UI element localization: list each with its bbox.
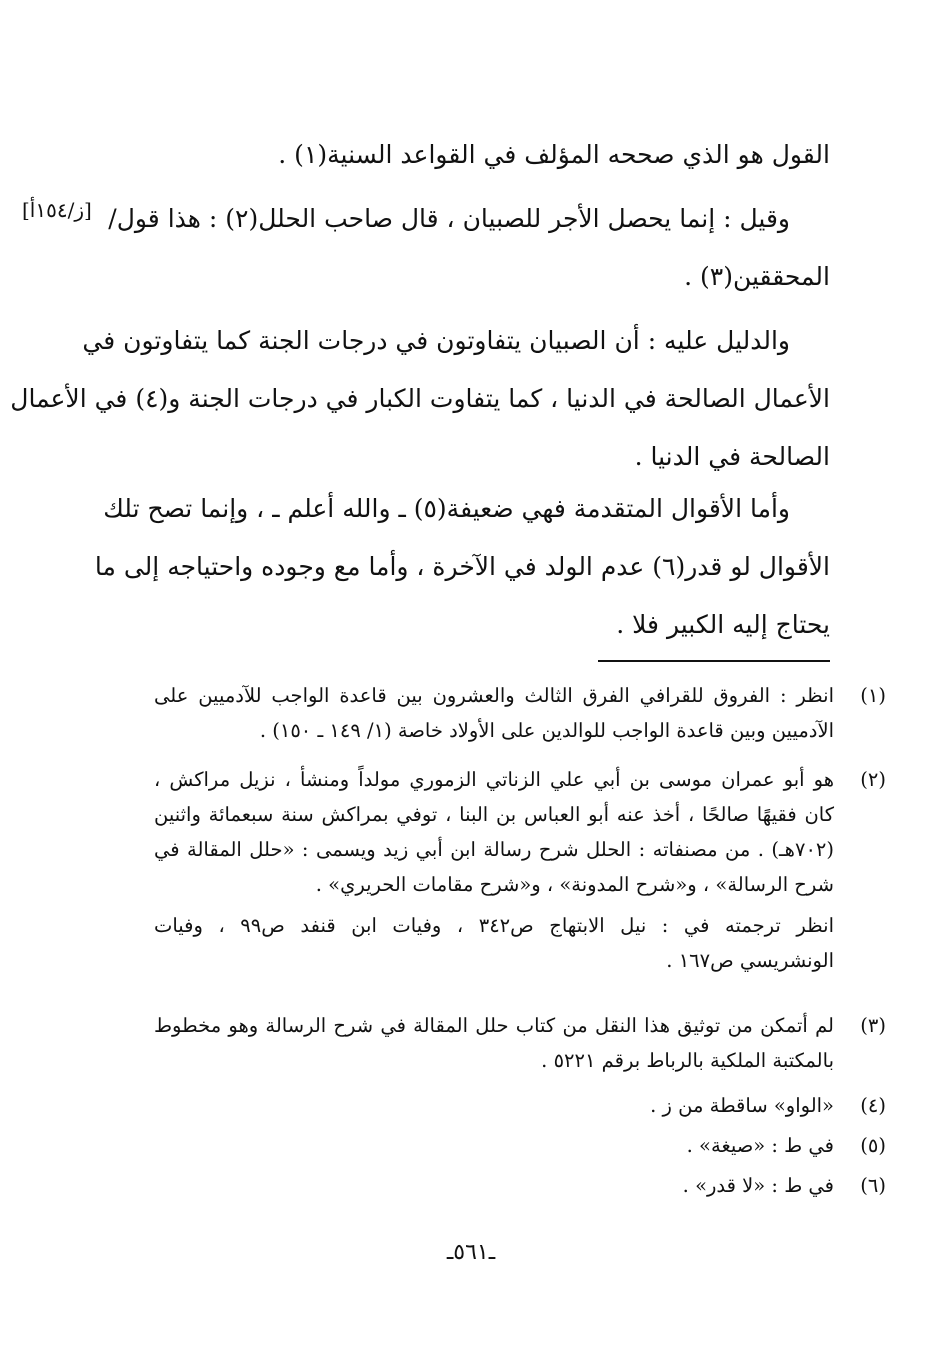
footnote-line: انظر ترجمته في : نيل الابتهاج ص٣٤٢ ، وفيات ابن قنفد ص٩٩ ، وفيات <box>154 914 835 937</box>
text-line: الصالحة في الدنيا . <box>634 442 830 471</box>
manuscript-folio-note: [ز/١٥٤أ] <box>22 198 92 222</box>
footnote-line: شرح الرسالة» ، و«شرح المدونة» ، و«شرح مقامات الحريري» . <box>315 873 834 896</box>
footnote-separator <box>598 660 830 662</box>
footnote-line: هو أبو عمران موسى بن أبي علي الزناتي الزموري مولداً ومنشأ ، نزيل مراكش ، <box>154 768 834 791</box>
footnote-number: (٢) <box>860 768 886 791</box>
footnote-4 <box>154 1088 886 1123</box>
text-line: يحتاج إليه الكبير فلا . <box>616 610 830 639</box>
text-line: القول هو الذي صححه المؤلف في القواعد السنية(١) . <box>278 140 830 169</box>
text-line: وقيل : إنما يحصل الأجر للصبيان ، قال صاحب الحلل(٢) : هذا قول/ <box>108 204 790 233</box>
footnote-number: (٥) <box>860 1134 886 1157</box>
footnote-6 <box>154 1168 886 1203</box>
footnote-line: كان فقيهًا صالحًا ، أخذ عنه أبو العباس بن البنا ، توفي بمراكش سنة سبعمائة واثنين <box>154 803 834 826</box>
paragraph-1 <box>120 126 830 184</box>
footnote-number: (٣) <box>860 1014 886 1037</box>
paragraph-4 <box>94 480 830 654</box>
text-line: المحققين(٣) . <box>684 262 830 291</box>
footnote-5 <box>154 1128 886 1163</box>
paragraph-2 <box>108 190 830 306</box>
paragraph-3 <box>10 312 830 486</box>
footnote-line: انظر : الفروق للقرافي الفرق الثالث والعشرون بين قاعدة الواجب للآدميين على <box>154 684 834 707</box>
footnote-line: «الواو» ساقطة من ز . <box>650 1094 834 1117</box>
footnote-line: في ط : «صيغة» . <box>686 1134 834 1157</box>
text-line: الأعمال الصالحة في الدنيا ، كما يتفاوت الكبار في درجات الجنة و(٤) في الأعمال <box>10 384 830 413</box>
footnote-number: (٦) <box>860 1174 886 1197</box>
footnote-number: (١) <box>860 684 886 707</box>
footnote-line: لم أتمكن من توثيق هذا النقل من كتاب حلل المقالة في شرح الرسالة وهو مخطوط <box>154 1014 834 1037</box>
footnote-2 <box>154 762 886 978</box>
text-line: الأقوال لو قدر(٦) عدم الولد في الآخرة ، وأما مع وجوده واحتياجه إلى ما <box>94 552 830 581</box>
page-number: ـ٥٦١ـ <box>446 1240 496 1265</box>
footnote-number: (٤) <box>860 1094 886 1117</box>
footnote-3 <box>154 1008 886 1078</box>
footnote-line: الونشريسي ص١٦٧ . <box>666 949 834 972</box>
footnote-line: بالمكتبة الملكية بالرباط برقم ٥٢٢١ . <box>541 1049 834 1072</box>
footnote-line: الآدميين وبين قاعدة الواجب للوالدين على الأولاد خاصة (١/ ١٤٩ ـ ١٥٠) . <box>259 719 834 742</box>
footnote-line: في ط : «لا قدر» . <box>682 1174 834 1197</box>
footnote-1 <box>154 678 886 748</box>
footnote-line: (٧٠٢هـ) . من مصنفاته : الحلل شرح رسالة ابن أبي زيد ويسمى : «حلل المقالة في <box>154 838 834 861</box>
text-line: وأما الأقوال المتقدمة فهي ضعيفة(٥) ـ والله أعلم ـ ، وإنما تصح تلك <box>103 494 790 523</box>
text-line: والدليل عليه : أن الصبيان يتفاوتون في درجات الجنة كما يتفاوتون في <box>82 326 790 355</box>
